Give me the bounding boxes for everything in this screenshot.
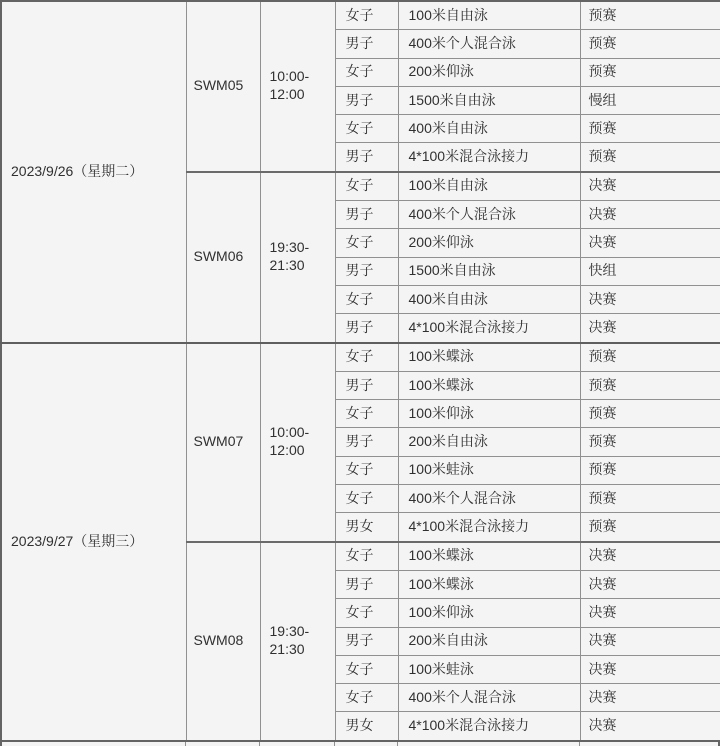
event-name-cell: 400米个人混合泳 xyxy=(398,684,580,712)
event-name-cell: 100米蛙泳 xyxy=(398,655,580,683)
event-name-cell: 400米自由泳 xyxy=(398,285,580,313)
event-name-cell: 100米蝶泳 xyxy=(398,542,580,571)
round-cell: 预赛 xyxy=(580,428,720,456)
grid-line xyxy=(185,742,186,746)
grid-line xyxy=(397,742,398,746)
round-cell: 决赛 xyxy=(580,712,720,741)
schedule-row xyxy=(1,343,720,372)
next-row-partial xyxy=(0,742,720,746)
round-cell: 决赛 xyxy=(580,599,720,627)
round-cell: 决赛 xyxy=(580,285,720,313)
gender-cell: 男子 xyxy=(335,86,398,114)
round-cell: 预赛 xyxy=(580,143,720,172)
event-name-cell: 100米蛙泳 xyxy=(398,456,580,484)
gender-cell: 女子 xyxy=(335,485,398,513)
round-cell: 预赛 xyxy=(580,30,720,58)
event-name-cell: 400米个人混合泳 xyxy=(398,201,580,229)
gender-cell: 男子 xyxy=(335,257,398,285)
event-name-cell: 100米蝶泳 xyxy=(398,570,580,598)
event-name-cell: 1500米自由泳 xyxy=(398,86,580,114)
session-code-cell: SWM06 xyxy=(186,172,260,343)
round-cell: 预赛 xyxy=(580,456,720,484)
event-name-cell: 400米自由泳 xyxy=(398,115,580,143)
gender-cell: 女子 xyxy=(335,599,398,627)
round-cell: 决赛 xyxy=(580,229,720,257)
gender-cell: 男女 xyxy=(335,712,398,741)
round-cell: 预赛 xyxy=(580,513,720,542)
round-cell: 快组 xyxy=(580,257,720,285)
round-cell: 预赛 xyxy=(580,371,720,399)
gender-cell: 男子 xyxy=(335,143,398,172)
gender-cell: 男子 xyxy=(335,201,398,229)
date-cell: 2023/9/26（星期二） xyxy=(1,1,186,343)
round-cell: 决赛 xyxy=(580,655,720,683)
round-cell: 决赛 xyxy=(580,314,720,343)
round-cell: 预赛 xyxy=(580,400,720,428)
gender-cell: 女子 xyxy=(335,400,398,428)
gender-cell: 女子 xyxy=(335,655,398,683)
gender-cell: 女子 xyxy=(335,172,398,201)
round-cell: 预赛 xyxy=(580,58,720,86)
event-name-cell: 100米仰泳 xyxy=(398,599,580,627)
grid-line xyxy=(259,742,260,746)
grid-line xyxy=(579,742,580,746)
grid-line xyxy=(334,742,335,746)
round-cell: 决赛 xyxy=(580,201,720,229)
gender-cell: 男子 xyxy=(335,428,398,456)
gender-cell: 女子 xyxy=(335,58,398,86)
grid-line xyxy=(0,742,2,746)
round-cell: 预赛 xyxy=(580,1,720,30)
session-time-cell: 19:30-21:30 xyxy=(260,542,335,741)
gender-cell: 男子 xyxy=(335,627,398,655)
gender-cell: 女子 xyxy=(335,684,398,712)
round-cell: 决赛 xyxy=(580,684,720,712)
session-code-cell: SWM07 xyxy=(186,343,260,542)
gender-cell: 女子 xyxy=(335,343,398,372)
session-time-cell: 10:00-12:00 xyxy=(260,1,335,172)
session-time-cell: 19:30-21:30 xyxy=(260,172,335,343)
event-name-cell: 100米蝶泳 xyxy=(398,371,580,399)
event-name-cell: 200米仰泳 xyxy=(398,229,580,257)
event-name-cell: 1500米自由泳 xyxy=(398,257,580,285)
event-name-cell: 400米个人混合泳 xyxy=(398,30,580,58)
round-cell: 决赛 xyxy=(580,172,720,201)
gender-cell: 男子 xyxy=(335,30,398,58)
round-cell: 预赛 xyxy=(580,115,720,143)
gender-cell: 男子 xyxy=(335,570,398,598)
gender-cell: 女子 xyxy=(335,456,398,484)
event-name-cell: 4*100米混合泳接力 xyxy=(398,314,580,343)
event-name-cell: 100米仰泳 xyxy=(398,400,580,428)
date-cell: 2023/9/27（星期三） xyxy=(1,343,186,741)
gender-cell: 男子 xyxy=(335,371,398,399)
round-cell: 决赛 xyxy=(580,542,720,571)
event-name-cell: 400米个人混合泳 xyxy=(398,485,580,513)
event-name-cell: 4*100米混合泳接力 xyxy=(398,712,580,741)
gender-cell: 女子 xyxy=(335,115,398,143)
session-time-cell: 10:00-12:00 xyxy=(260,343,335,542)
session-code-cell: SWM05 xyxy=(186,1,260,172)
gender-cell: 女子 xyxy=(335,229,398,257)
schedule-row xyxy=(1,1,720,30)
session-code-cell: SWM08 xyxy=(186,542,260,741)
event-name-cell: 200米自由泳 xyxy=(398,428,580,456)
event-name-cell: 4*100米混合泳接力 xyxy=(398,143,580,172)
gender-cell: 男女 xyxy=(335,513,398,542)
round-cell: 预赛 xyxy=(580,485,720,513)
event-name-cell: 100米自由泳 xyxy=(398,172,580,201)
gender-cell: 女子 xyxy=(335,285,398,313)
round-cell: 决赛 xyxy=(580,570,720,598)
event-name-cell: 100米自由泳 xyxy=(398,1,580,30)
event-name-cell: 200米仰泳 xyxy=(398,58,580,86)
round-cell: 慢组 xyxy=(580,86,720,114)
event-name-cell: 4*100米混合泳接力 xyxy=(398,513,580,542)
gender-cell: 男子 xyxy=(335,314,398,343)
gender-cell: 女子 xyxy=(335,542,398,571)
event-name-cell: 100米蝶泳 xyxy=(398,343,580,372)
round-cell: 预赛 xyxy=(580,343,720,372)
gender-cell: 女子 xyxy=(335,1,398,30)
event-name-cell: 200米自由泳 xyxy=(398,627,580,655)
round-cell: 决赛 xyxy=(580,627,720,655)
